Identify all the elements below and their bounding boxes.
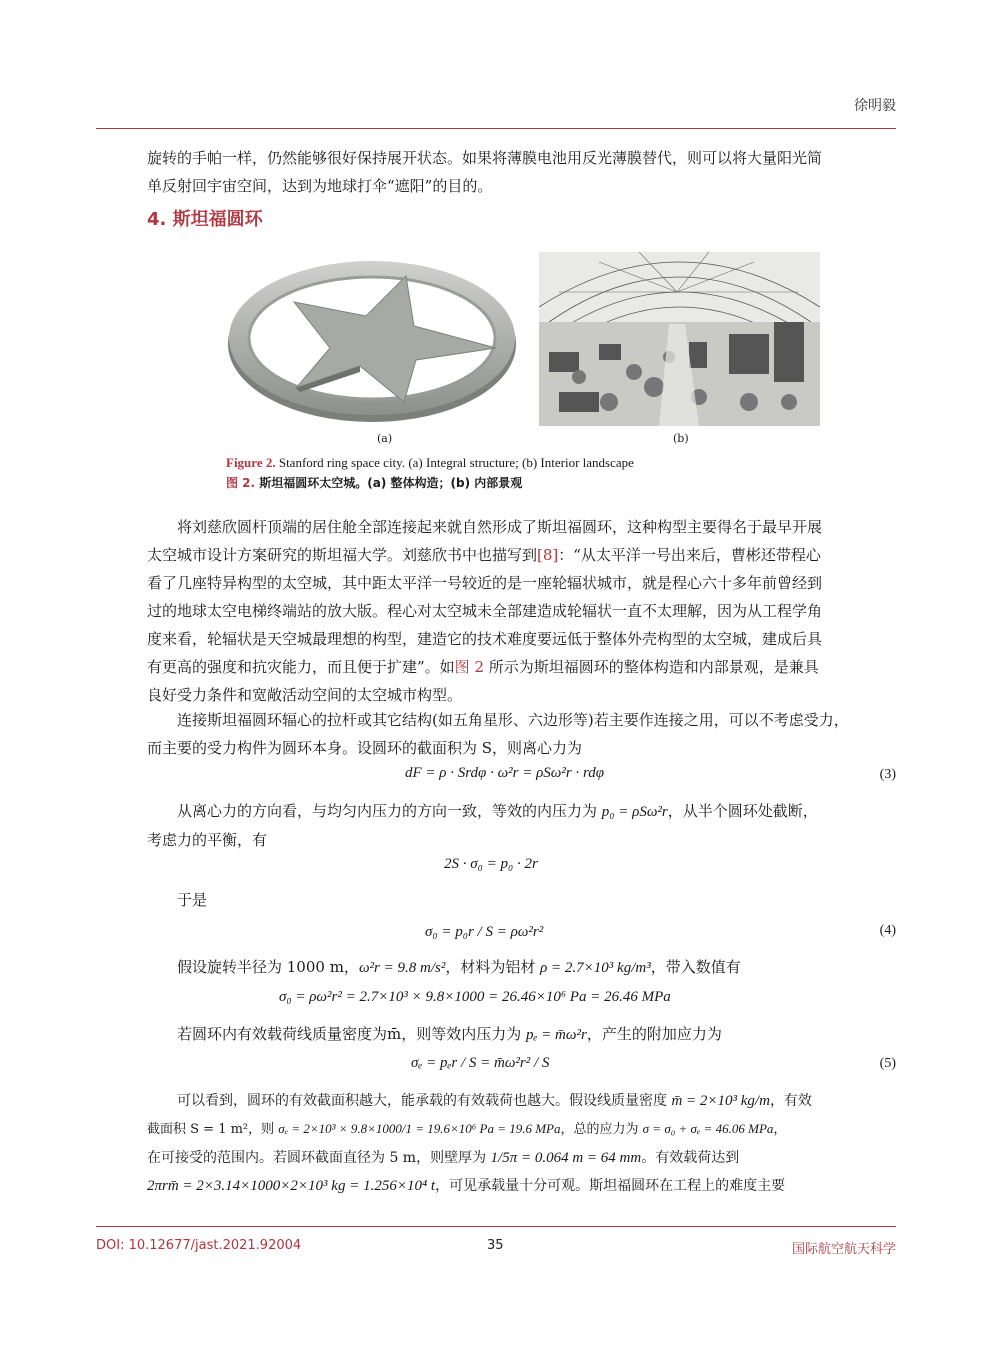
caption-en-text: Stanford ring space city. (a) Integral structure; (b) Interior landscape — [275, 455, 634, 470]
text-line: 考虑力的平衡，有 — [147, 831, 268, 849]
paragraph-thus — [147, 886, 897, 914]
text-line: 于是 — [177, 891, 208, 909]
inline-equation: σₑ = 2×10³ × 9.8×1000/1 = 19.6×10⁶ Pa = 19.6 MPa — [278, 1121, 561, 1136]
paragraph-continuation — [147, 144, 897, 200]
text-line — [147, 1144, 897, 1172]
text-run: 有更高的强度和抗灾能力，而且便于扩建”。如 — [147, 658, 455, 676]
inline-equation: m̄ = 2×10³ kg/m — [671, 1093, 770, 1109]
caption-zh-label: 图 2. — [226, 476, 256, 490]
equation-number-5: (5) — [879, 1056, 896, 1071]
inline-equation: ω²r = 9.8 m/s² — [358, 960, 446, 976]
text-run: ，总的应力为 — [560, 1122, 643, 1137]
inline-equation: σ = σ₀ + σₑ = 46.06 MPa — [642, 1121, 774, 1136]
footer-journal-name: 国际航空航天科学 — [791, 1242, 896, 1257]
text-run: ，产生的附加应力为 — [586, 1025, 722, 1043]
text-line — [147, 653, 897, 681]
text-run: ，从半个圆环处截断， — [667, 802, 818, 820]
text-line: 而主要的受力构件为圆环本身。设圆环的截面积为 S，则离心力为 — [147, 739, 583, 757]
text-line: 将刘慈欣圆杆顶端的居住舱全部连接起来就自然形成了斯坦福圆环，这种构型主要得名于最早开展 — [177, 518, 823, 536]
caption-en-label: Figure 2. — [226, 455, 276, 470]
text-line: 连接斯坦福圆环辐心的拉杆或其它结构(如五角星形、六边形等)若主要作连接之用，可以不考虑受力， — [177, 711, 849, 729]
figure-2b-interior-sketch — [539, 252, 820, 426]
text-run: 截面积 S = 1 m²，则 — [147, 1122, 279, 1137]
text-line: 单反射回宇宙空间，达到为地球打伞“遮阳”的目的。 — [147, 177, 493, 195]
subfigure-label-b: (b) — [673, 432, 689, 445]
text-run: 。有效载荷达到 — [641, 1150, 740, 1166]
text-run: 可以看到，圆环的有效截面积越大，能承载的有效载荷也越大。假设线质量密度 — [177, 1093, 672, 1109]
text-run: ，可见承载量十分可观。斯坦福圆环在工程上的难度主要 — [435, 1178, 786, 1194]
text-run: 太空城市设计方案研究的斯坦福大学。刘慈欣书中也描写到 — [147, 546, 538, 564]
figure-caption-zh — [226, 474, 522, 491]
text-line: 过的地球太空电梯终端站的放大版。程心对太空城未全部建造成轮辐状一直不太理解，因为从工程学角 — [147, 602, 823, 620]
inline-equation: 2πrm̄ = 2×3.14×1000×2×10³ kg = 1.256×10⁴ t — [147, 1178, 436, 1194]
inline-equation: ρ = 2.7×10³ kg/m³ — [540, 960, 651, 976]
section-heading: 4. 斯坦福圆环 — [147, 209, 263, 230]
text-line: 看了几座特异构型的太空城，其中距太平洋一号较近的是一座轮辐状城市，就是程心六十多年前曾经到 — [147, 574, 823, 592]
inline-equation: 1/5π = 0.064 m = 64 mm — [490, 1150, 642, 1166]
equation-balance: 2S · σ₀ = p₀ · 2r — [444, 856, 538, 872]
equation-number-4: (4) — [879, 923, 896, 938]
text-run: 假设旋转半径为 1000 m， — [177, 958, 359, 976]
inline-equation: pₑ = m̄ω²r — [526, 1027, 587, 1043]
figure-caption-en — [226, 455, 634, 471]
text-run: ，材料为铝材 — [445, 958, 541, 976]
header-rule — [96, 128, 896, 129]
equation-3: dF = ρ · Srdφ · ω²r = ρSω²r · rdφ — [405, 765, 605, 781]
paragraph-cross-section — [147, 1087, 897, 1200]
running-header-author: 徐明毅 — [854, 98, 896, 114]
figure-2-link[interactable]: 图 2 — [454, 658, 484, 676]
inline-equation: p₀ = ρSω²r — [601, 804, 668, 820]
equation-5: σₑ = pₑr / S = m̄ω²r² / S — [411, 1055, 550, 1071]
text-line — [147, 1087, 897, 1115]
text-run: 所示为斯坦福圆环的整体构造和内部景观，是兼具 — [483, 658, 819, 676]
page-number: 35 — [487, 1238, 504, 1253]
citation-link-8[interactable]: [8] — [537, 546, 559, 564]
text-line — [147, 1020, 897, 1049]
text-line — [147, 1115, 897, 1144]
equation-number-3: (3) — [879, 767, 896, 782]
text-line — [147, 1172, 897, 1200]
text-line: 度来看，轮辐状是天空城最理想的构型，建造它的技术难度要远低于整体外壳构型的太空城，建成后具 — [147, 630, 823, 648]
paragraph-internal-pressure — [147, 797, 897, 854]
text-run: ， — [773, 1122, 787, 1137]
text-run: ：“从太平洋一号出来后，曹彬还带程心 — [558, 546, 821, 564]
text-line — [147, 953, 897, 982]
paragraph-force-setup — [147, 706, 897, 762]
footer-rule — [96, 1226, 896, 1227]
text-run: 从离心力的方向看，与均匀内压力的方向一致，等效的内压力为 — [177, 802, 602, 820]
text-line: 旋转的手帕一样，仍然能够很好保持展开状态。如果将薄膜电池用反光薄膜替代，则可以将大量阳光简 — [147, 149, 823, 167]
caption-zh-text: 斯坦福圆环太空城。(a) 整体构造；(b) 内部景观 — [255, 476, 523, 490]
figure-2a-ring-illustration — [226, 256, 518, 424]
paragraph-assumptions — [147, 953, 897, 982]
text-line — [147, 797, 897, 826]
text-run: 若圆环内有效载荷线质量密度为m̄，则等效内压力为 — [177, 1025, 526, 1043]
text-run: 在可接受的范围内。若圆环截面直径为 5 m，则壁厚为 — [147, 1150, 491, 1166]
equation-numeric-result: σ₀ = ρω²r² = 2.7×10³ × 9.8×1000 = 26.46×10⁶ Pa = 26.46 MPa — [279, 989, 671, 1005]
paragraph-stanford-ring-intro — [147, 513, 897, 709]
text-run: ，有效 — [769, 1093, 812, 1109]
text-line — [147, 541, 897, 569]
text-run: ，带入数值有 — [650, 958, 741, 976]
footer-doi-link[interactable]: DOI: 10.12677/jast.2021.92004 — [96, 1238, 302, 1253]
equation-4: σ₀ = p₀r / S = ρω²r² — [425, 924, 544, 940]
paragraph-payload — [147, 1020, 897, 1049]
subfigure-label-a: (a) — [377, 432, 393, 445]
text-line: 良好受力条件和宽敞活动空间的太空城市构型。 — [147, 686, 463, 704]
